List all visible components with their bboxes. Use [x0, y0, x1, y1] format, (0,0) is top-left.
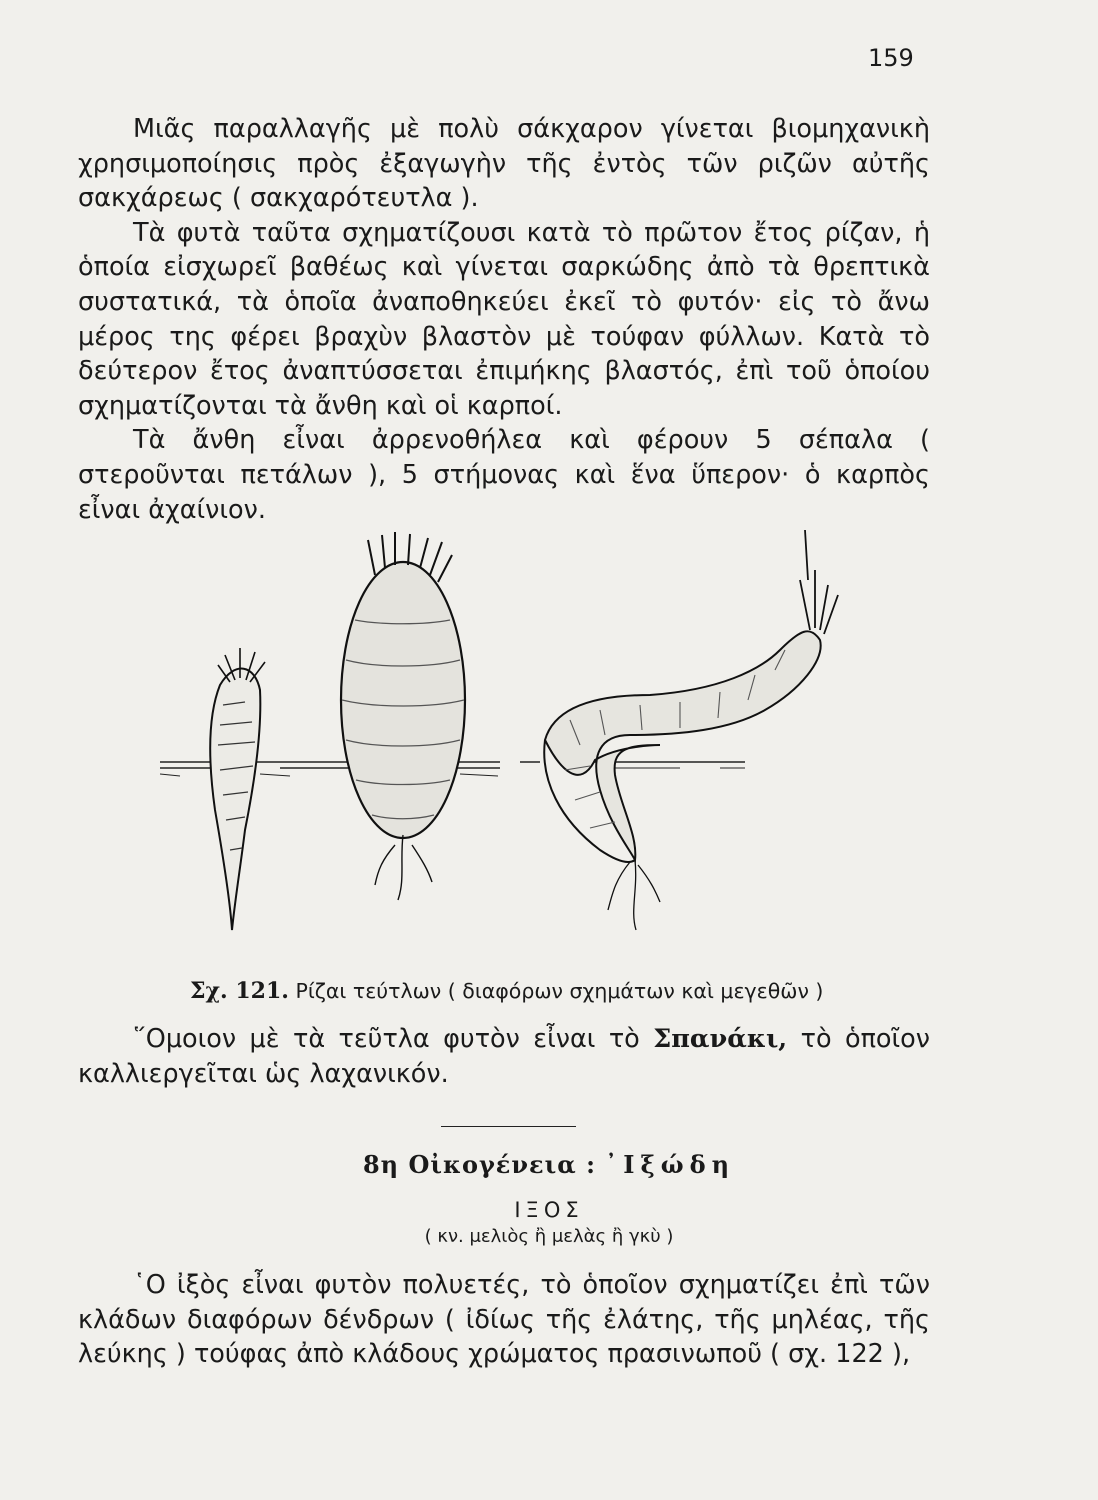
- top-text-block: [78, 112, 930, 527]
- spinach-name: Σπανάκι,: [653, 1024, 788, 1054]
- soil-line-right: [520, 762, 745, 768]
- paragraph-root-growth: Τὰ φυτὰ ταῦτα σχηματίζουσι κατὰ τὸ πρῶτον ἔτος ρίζαν, ἡ ὁποία εἰσχωρεῖ βαθέως καὶ γίνεται σαρκώδης ἀπὸ τὰ θρεπτικὰ συστατικά, τὰ ὁποῖα ἀναποθηκεύει ἐκεῖ τὸ φυτόν· εἰς τὸ ἄνω μέρος της φέρει βραχὺν βλαστὸν μὲ τούφαν φύλλων. Κατὰ τὸ δεύτερον ἔτος ἀναπτύσσεται ἐπιμήκης βλαστός, ἐπὶ τοῦ ὁποίου σχηματίζονται τὰ ἄνθη καὶ οἱ καρποί.: [78, 217, 930, 421]
- spinach-text-start: ῞Ομοιον μὲ τὰ τεῦτλα φυτὸν εἶναι τὸ: [133, 1024, 654, 1054]
- paragraph-mistletoe: ῾Ο ἰξὸς εἶναι φυτὸν πολυετές, τὸ ὁποῖον σχηματίζει ἐπὶ τῶν κλάδων διαφόρων δένδρων ( ἰδίως τῆς ἐλάτης, τῆς μηλέας, τῆς λεύκης ) τούφας ἀπὸ κλάδους χρώματος πρασινωποῦ ( σχ. 122 ),: [78, 1270, 930, 1370]
- paragraph-spinach: [78, 1022, 930, 1091]
- paragraph-sugar-beet: Μιᾶς παραλλαγῆς μὲ πολὺ σάκχαρον γίνεται βιομηχανικὴ χρησιμοποίησις πρὸς ἐξαγωγὴν τῆς ἐντὸς τῶν ριζῶν αὐτῆς σακχάρεως ( σακχαρότευτλα ).: [78, 114, 930, 214]
- spinach-text-end: τὸ ὁποῖον καλλιεργεῖται ὡς λαχανικόν.: [78, 1024, 930, 1089]
- oval-beet: [341, 532, 465, 900]
- figure-label: Σχ. 121.: [190, 978, 289, 1004]
- family-prefix: 8η Οἰκογένεια :: [362, 1150, 596, 1179]
- mistletoe-text-block: [78, 1268, 930, 1372]
- species-title: ΙΞΟΣ: [514, 1198, 584, 1222]
- paragraph-flowers: Τὰ ἄνθη εἶναι ἀρρενοθήλεα καὶ φέρουν 5 σέπαλα ( στεροῦνται πετάλων ), 5 στήμονας καὶ ἕνα ὕπερον· ὁ καρπὸς εἶναι ἀχαίνιον.: [78, 425, 930, 525]
- family-name: ᾿Ιξώδη: [605, 1150, 736, 1179]
- spinach-text-block: [78, 1022, 930, 1091]
- section-divider: [441, 1126, 576, 1127]
- species-common-names: ( κν. μελιὸς ἢ μελὰς ἢ γκὺ ): [424, 1226, 674, 1247]
- slim-root: [210, 648, 265, 930]
- figure-caption-text: Ρίζαι τεύτλων ( διαφόρων σχημάτων καὶ μεγεθῶν ): [295, 979, 824, 1003]
- page-number: 159: [868, 44, 914, 72]
- beet-roots-illustration: [160, 530, 920, 960]
- figure-caption: [190, 978, 823, 1004]
- curved-beet: [544, 530, 838, 930]
- family-heading: [0, 1150, 1098, 1179]
